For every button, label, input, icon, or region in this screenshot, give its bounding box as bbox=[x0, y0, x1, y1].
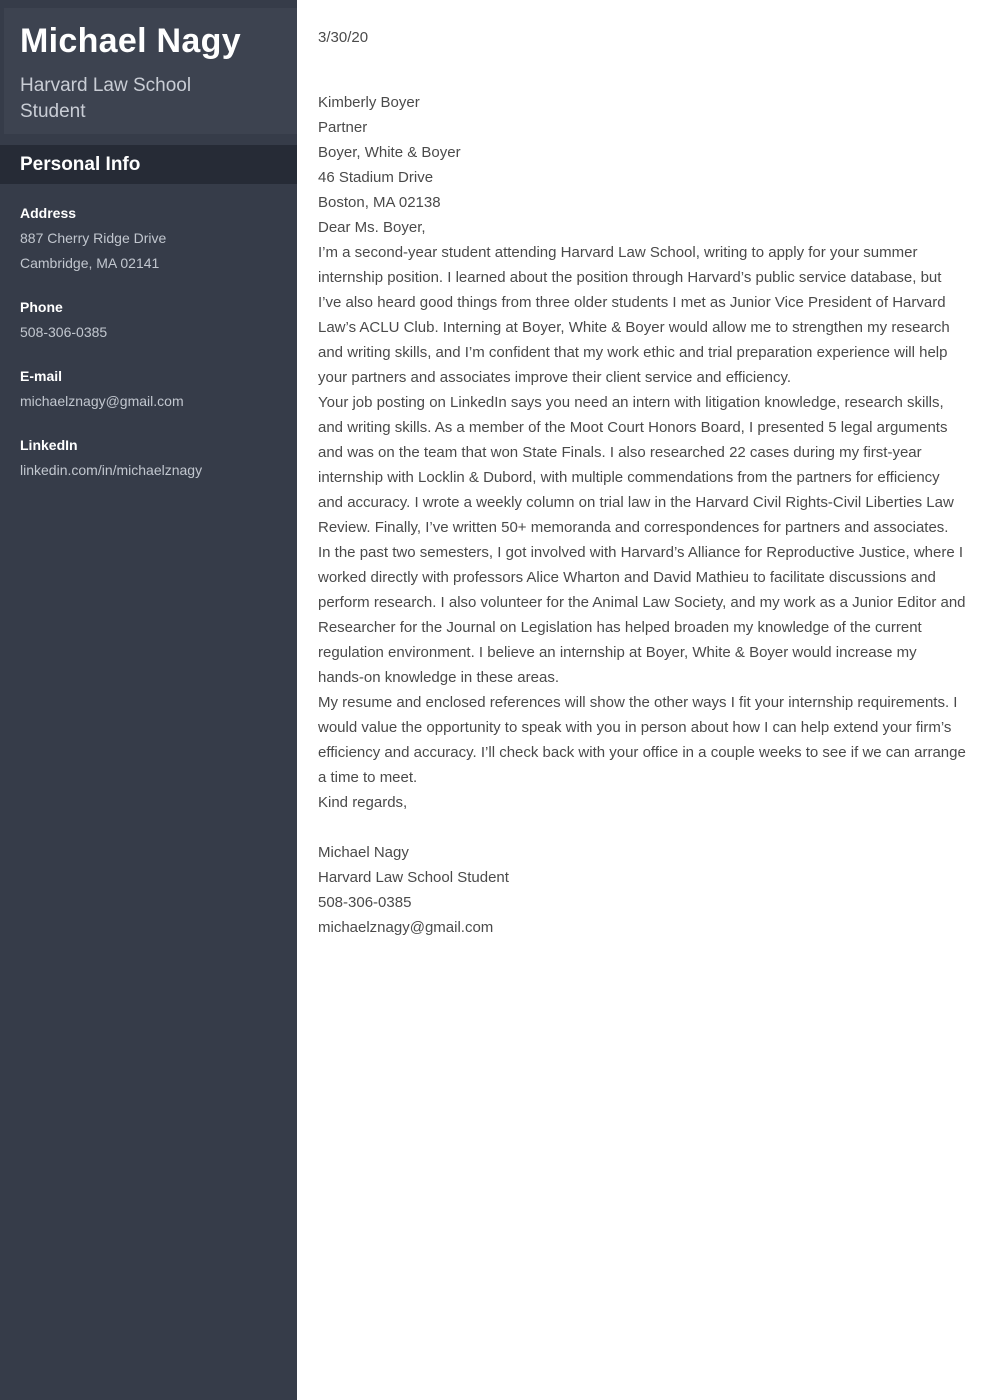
field-address-value: Cambridge, MA 02141 bbox=[20, 255, 160, 271]
field-phone-value: 508-306-0385 bbox=[20, 324, 108, 340]
sidebar bbox=[0, 0, 297, 1400]
recipient-role: Partner bbox=[318, 119, 368, 136]
candidate-title: Harvard Law School Student bbox=[20, 75, 192, 122]
signature-title: Harvard Law School Student bbox=[318, 869, 509, 886]
signature-email: michaelznagy@gmail.com bbox=[318, 919, 494, 936]
letter-body bbox=[297, 0, 990, 1400]
personal-info-header: Personal Info bbox=[0, 145, 297, 184]
field-linkedin-value: linkedin.com/in/michaelznagy bbox=[20, 462, 203, 478]
field-linkedin-label: LinkedIn bbox=[20, 437, 78, 453]
signature-name: Michael Nagy bbox=[318, 844, 409, 861]
signature-phone: 508-306-0385 bbox=[318, 894, 412, 911]
field-address-label: Address bbox=[20, 205, 77, 221]
field-phone-label: Phone bbox=[20, 299, 63, 315]
salutation: Dear Ms. Boyer, bbox=[318, 219, 426, 236]
letter-date: 3/30/20 bbox=[318, 29, 369, 46]
closing: Kind regards, bbox=[318, 794, 408, 811]
candidate-name: Michael Nagy bbox=[20, 22, 241, 60]
field-phone bbox=[20, 295, 277, 345]
field-email bbox=[20, 364, 277, 414]
recipient-block bbox=[318, 90, 966, 215]
recipient-city: Boston, MA 02138 bbox=[318, 194, 441, 211]
sidebar-header bbox=[4, 8, 297, 134]
recipient-street: 46 Stadium Drive bbox=[318, 169, 434, 186]
signature-block bbox=[318, 840, 966, 940]
field-address-value: 887 Cherry Ridge Drive bbox=[20, 230, 167, 246]
field-email-value: michaelznagy@gmail.com bbox=[20, 393, 184, 409]
recipient-name: Kimberly Boyer bbox=[318, 94, 420, 111]
field-linkedin bbox=[20, 433, 277, 483]
paragraph-2: Your job posting on LinkedIn says you need an intern with litigation knowledge, research skills, and writing skills. As a member of the Moot Court Honors Board, I presented 5 legal arguments and was on the team that won State Finals. I also researched 22 cases during my first-year internship with Locklin & Dubord, with multiple commendations from the partners for efficiency and accuracy. I wrote a weekly column on trial law in the Harvard Civil Rights-Civil Liberties Law Review. Finally, I’ve written 50+ memoranda and correspondences for partners and associates. bbox=[318, 394, 954, 536]
recipient-company: Boyer, White & Boyer bbox=[318, 144, 461, 161]
field-email-label: E-mail bbox=[20, 368, 63, 384]
paragraph-1: I’m a second-year student attending Harvard Law School, writing to apply for your summer internship position. I learned about the position through Harvard’s public service database, but I’ve also heard good things from three older students I met as Junior Vice President of Harvard Law’s ACLU Club. Interning at Boyer, White & Boyer would allow me to strengthen my research and writing skills, and I’m confident that my work ethic and trial preparation experience will help your partners and associates improve their client service and efficiency. bbox=[318, 244, 950, 386]
personal-info-fields bbox=[0, 184, 297, 483]
paragraph-3: In the past two semesters, I got involved with Harvard’s Alliance for Reproductive Justice, where I worked directly with professors Alice Wharton and David Mathieu to facilitate discussions and perform research. I also volunteer for the Animal Law Society, and my work as a Junior Editor and Researcher for the Journal on Legislation has helped broaden my knowledge of the current regulation environment. I believe an internship at Boyer, White & Boyer would increase my hands-on knowledge in these areas. bbox=[318, 544, 966, 686]
paragraph-4: My resume and enclosed references will show the other ways I fit your internship requirements. I would value the opportunity to speak with you in person about how I can help extend your firm’s efficiency and accuracy. I’ll check back with your office in a couple weeks to see if we can arrange a time to meet. bbox=[318, 694, 966, 786]
field-address bbox=[20, 201, 277, 276]
